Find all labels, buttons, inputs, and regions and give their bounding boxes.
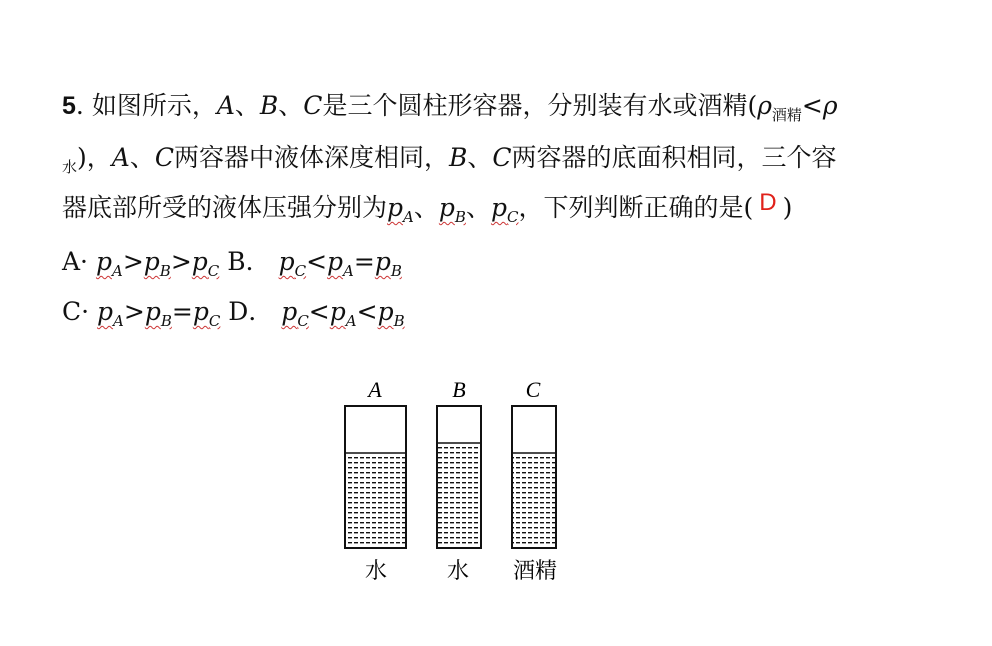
var-A: A bbox=[216, 91, 235, 120]
container-b-liquid bbox=[437, 443, 481, 548]
stem-text-3: )， bbox=[77, 143, 112, 172]
pressure-pB: $p_B$ bbox=[438, 193, 466, 226]
container-b bbox=[437, 377, 481, 584]
option-c-text: $p_A>p_B=p_C$ bbox=[97, 297, 221, 330]
sep: 、 bbox=[129, 143, 155, 172]
rho-sub-alcohol: 酒精 bbox=[771, 106, 802, 124]
rho-symbol: ρ bbox=[757, 91, 772, 120]
container-b-label: B bbox=[452, 377, 466, 402]
container-c bbox=[512, 377, 557, 584]
sep: 、 bbox=[234, 91, 260, 120]
rho-symbol: ρ bbox=[822, 91, 838, 120]
var-B: B bbox=[259, 91, 279, 120]
stem-text-7: ，下列判断正确的是( bbox=[518, 193, 754, 222]
sep: 、 bbox=[467, 143, 493, 172]
var-C: C bbox=[303, 91, 323, 120]
stem-text-6: 器底部所受的液体压强分别为 bbox=[62, 193, 388, 222]
var-B: B bbox=[449, 143, 468, 172]
container-a bbox=[345, 377, 406, 584]
answer-mark: D bbox=[759, 189, 777, 216]
stem-text-5: 两容器的底面积相同，三个容 bbox=[511, 143, 837, 172]
option-d-text: $p_C<p_A<p_B$ bbox=[281, 297, 405, 330]
question-number: 5 bbox=[62, 92, 76, 120]
option-b-label: B． bbox=[227, 247, 271, 276]
option-c-label: C· bbox=[62, 297, 90, 326]
stem-text-2: 是三个圆柱形容器，分别装有水或酒精( bbox=[322, 91, 758, 120]
sep: 、 bbox=[413, 193, 439, 222]
container-a-liquid bbox=[345, 453, 406, 548]
pressure-pC: $p_C$ bbox=[490, 193, 519, 226]
stem-text-1: 如图所示， bbox=[91, 91, 217, 120]
container-a-liquid-label: 水 bbox=[364, 559, 388, 584]
close-paren: ) bbox=[782, 193, 793, 222]
container-a-label: A bbox=[368, 377, 382, 402]
container-b-liquid-label: 水 bbox=[446, 559, 470, 584]
container-c-liquid bbox=[512, 453, 556, 548]
option-a-text: $p_A>p_B>p_C$ bbox=[95, 247, 220, 280]
option-a-label: A· bbox=[62, 247, 89, 276]
number-dot: . bbox=[75, 91, 84, 120]
var-C: C bbox=[154, 143, 174, 172]
rho-sub-water: 水 bbox=[62, 158, 78, 176]
less-than: < bbox=[801, 91, 823, 120]
option-b-text: $p_C<p_A=p_B$ bbox=[278, 247, 402, 280]
var-A: A bbox=[111, 143, 130, 172]
var-C: C bbox=[492, 143, 512, 172]
sep: 、 bbox=[278, 91, 304, 120]
pressure-pA: $p_A$ bbox=[387, 193, 414, 226]
option-d-label: D． bbox=[228, 297, 274, 326]
container-c-liquid-label: 酒精 bbox=[512, 559, 558, 584]
sep: 、 bbox=[465, 193, 491, 222]
stem-text-4: 两容器中液体深度相同， bbox=[174, 143, 450, 172]
container-c-label: C bbox=[525, 377, 541, 402]
